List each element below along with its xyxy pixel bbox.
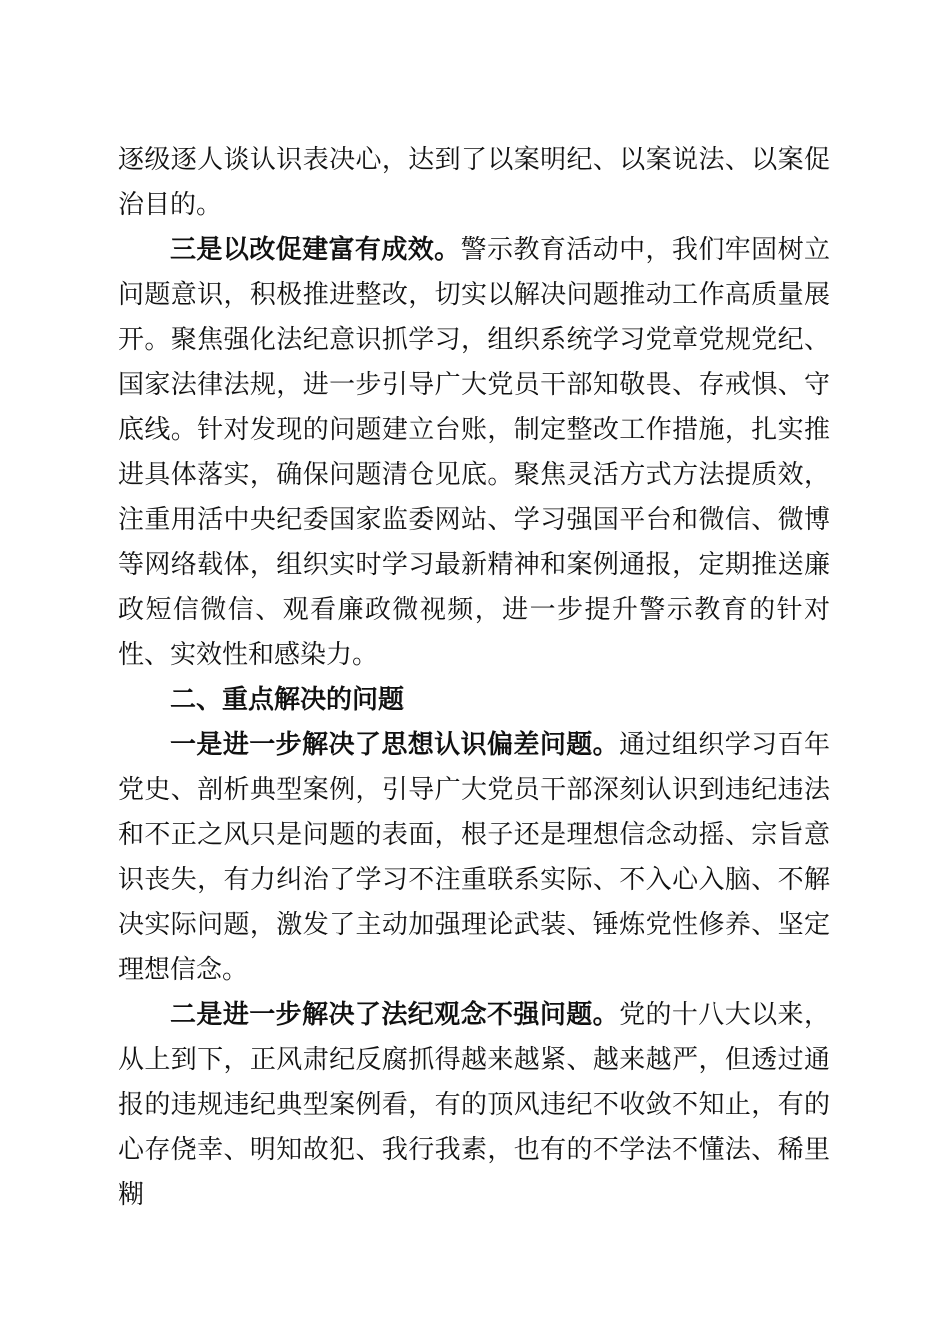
paragraph-item-three: [118, 228, 830, 678]
paragraph-item-two-lead: 二是进一步解决了法纪观念不强问题。: [170, 1000, 620, 1030]
paragraph-item-one-body: 通过组织学习百年党史、剖析典型案例，引导广大党员干部深刻认识到违纪违法和不正之风只是问题的表面，根子还是理想信念动摇、宗旨意识丧失，有力纠治了学习不注重联系实际、不入心入脑、不解决实际问题，激发了主动加强理论武装、锤炼党性修养、坚定理想信念。: [118, 730, 830, 985]
paragraph-item-two: [118, 993, 830, 1218]
paragraph-item-three-body: 警示教育活动中，我们牢固树立问题意识，积极推进整改，切实以解决问题推动工作高质量展开。聚焦强化法纪意识抓学习，组织系统学习党章党规党纪、国家法律法规，进一步引导广大党员干部知敬畏、存戒惧、守底线。针对发现的问题建立台账，制定整改工作措施，扎实推进具体落实，确保问题清仓见底。聚焦灵活方式方法提质效，注重用活中央纪委国家监委网站、学习强国平台和微信、微博等网络载体，组织实时学习最新精神和案例通报，定期推送廉政短信微信、观看廉政微视频，进一步提升警示教育的针对性、实效性和感染力。: [118, 235, 830, 670]
document-body: [118, 138, 830, 1218]
paragraph-item-one-lead: 一是进一步解决了思想认识偏差问题。: [170, 730, 620, 760]
paragraph-continuation-text: 逐级逐人谈认识表决心，达到了以案明纪、以案说法、以案促治目的。: [118, 145, 830, 220]
paragraph-item-two-body: 党的十八大以来，从上到下，正风肃纪反腐抓得越来越紧、越来越严，但透过通报的违规违纪典型案例看，有的顶风违纪不收敛不知止，有的心存侥幸、明知故犯、我行我素，也有的不学法不懂法、稀里糊: [118, 1000, 830, 1210]
section-two-heading: 二、重点解决的问题: [170, 685, 405, 715]
paragraph-item-one: [118, 723, 830, 993]
paragraph-item-three-lead: 三是以改促建富有成效。: [170, 235, 461, 265]
paragraph-continuation: [118, 138, 830, 228]
